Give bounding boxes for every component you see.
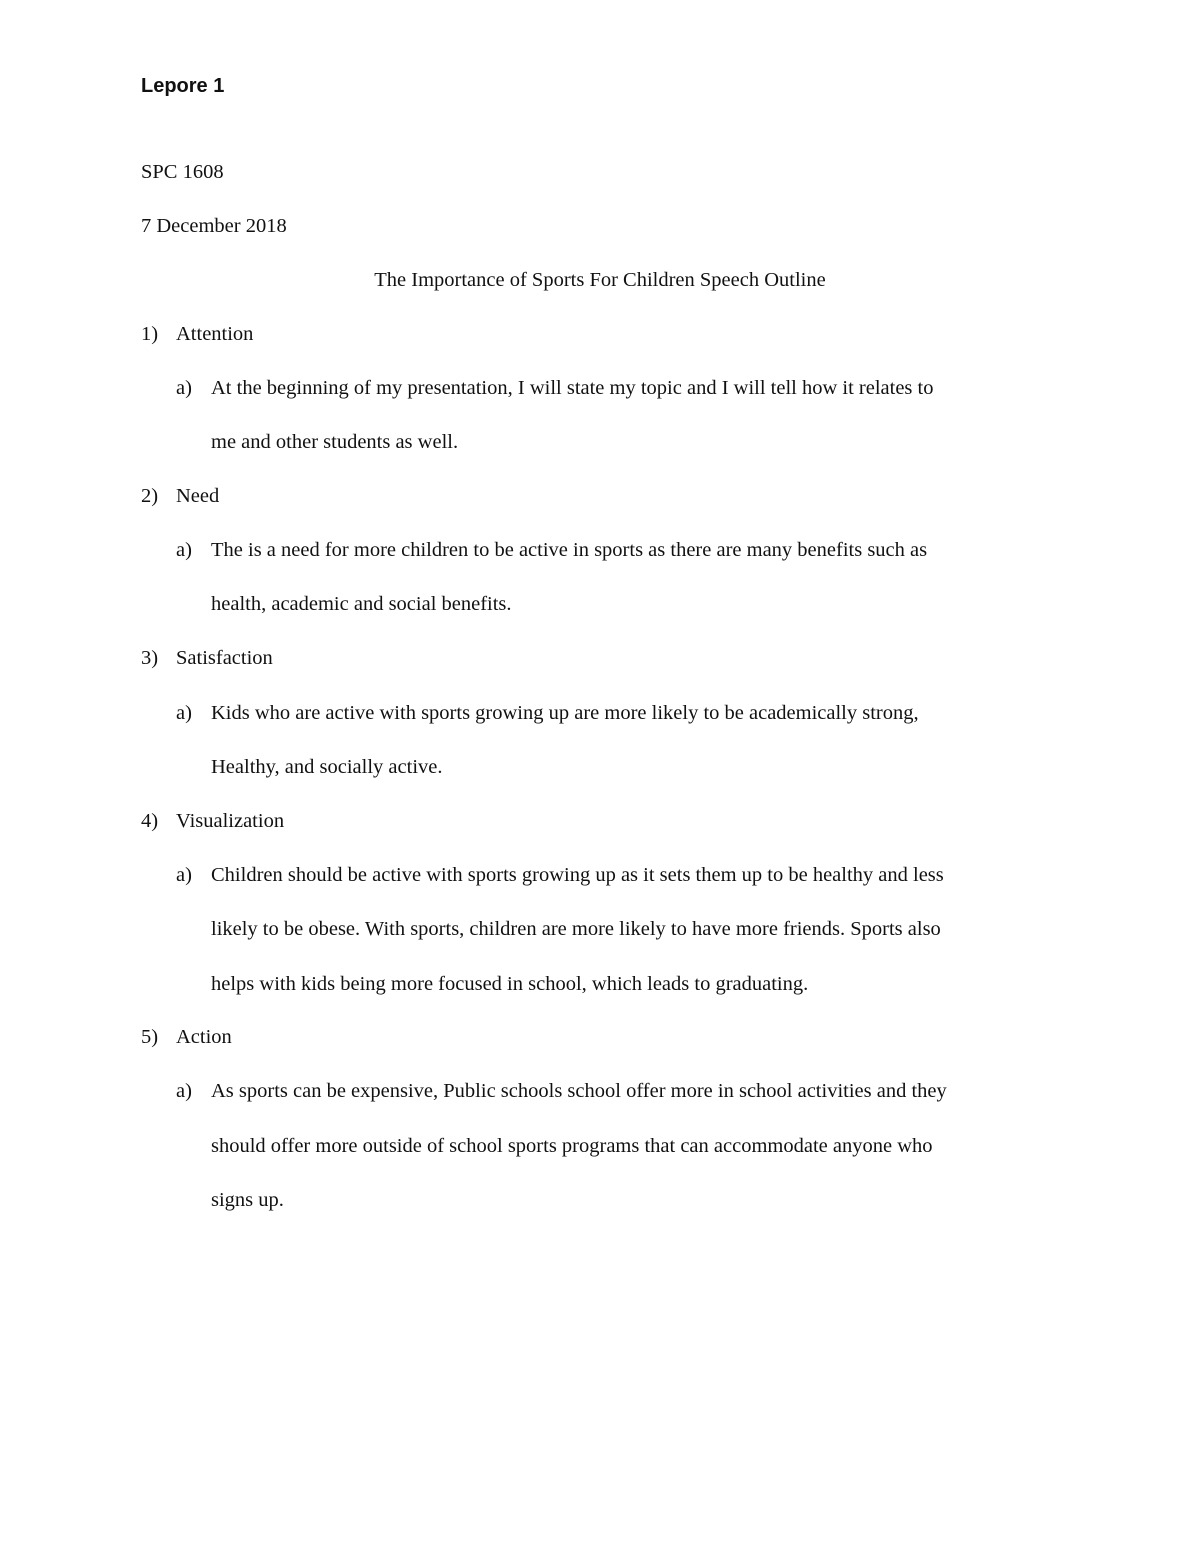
section-number: 5) bbox=[141, 1026, 159, 1048]
sub-item-letter: a) bbox=[176, 539, 192, 561]
sub-item-line: Healthy, and socially active. bbox=[211, 756, 443, 778]
sub-item-line: Children should be active with sports growing up as it sets them up to be healthy and less bbox=[211, 864, 944, 886]
sub-item-letter: a) bbox=[176, 864, 192, 886]
section-number: 4) bbox=[141, 810, 159, 832]
section-heading: Action bbox=[176, 1026, 232, 1048]
section-heading: Visualization bbox=[176, 810, 285, 832]
sub-item-letter: a) bbox=[176, 377, 192, 399]
sub-item-line: At the beginning of my presentation, I will state my topic and I will tell how it relates to bbox=[211, 377, 934, 399]
section-number: 1) bbox=[141, 323, 159, 345]
sub-item-line: Kids who are active with sports growing up are more likely to be academically strong, bbox=[211, 702, 919, 724]
section-heading: Attention bbox=[176, 323, 254, 345]
section-number: 2) bbox=[141, 485, 159, 507]
document-title: The Importance of Sports For Children Speech Outline bbox=[374, 269, 826, 291]
section-heading: Satisfaction bbox=[176, 647, 273, 669]
sub-item-line: signs up. bbox=[211, 1189, 284, 1211]
sub-item-line: me and other students as well. bbox=[211, 431, 459, 453]
section-number: 3) bbox=[141, 647, 159, 669]
document-date: 7 December 2018 bbox=[141, 215, 287, 237]
course-code: SPC 1608 bbox=[141, 161, 224, 183]
sub-item-line: helps with kids being more focused in school, which leads to graduating. bbox=[211, 973, 809, 995]
sub-item-letter: a) bbox=[176, 1080, 192, 1102]
sub-item-line: The is a need for more children to be active in sports as there are many benefits such as bbox=[211, 539, 928, 561]
sub-item-letter: a) bbox=[176, 702, 192, 724]
section-heading: Need bbox=[176, 485, 220, 507]
sub-item-line: As sports can be expensive, Public schools school offer more in school activities and they bbox=[211, 1080, 947, 1102]
running-header: Lepore 1 bbox=[141, 75, 225, 97]
sub-item-line: health, academic and social benefits. bbox=[211, 593, 512, 615]
sub-item-line: should offer more outside of school sports programs that can accommodate anyone who bbox=[211, 1135, 933, 1157]
sub-item-line: likely to be obese. With sports, children are more likely to have more friends. Sports also bbox=[211, 918, 941, 940]
